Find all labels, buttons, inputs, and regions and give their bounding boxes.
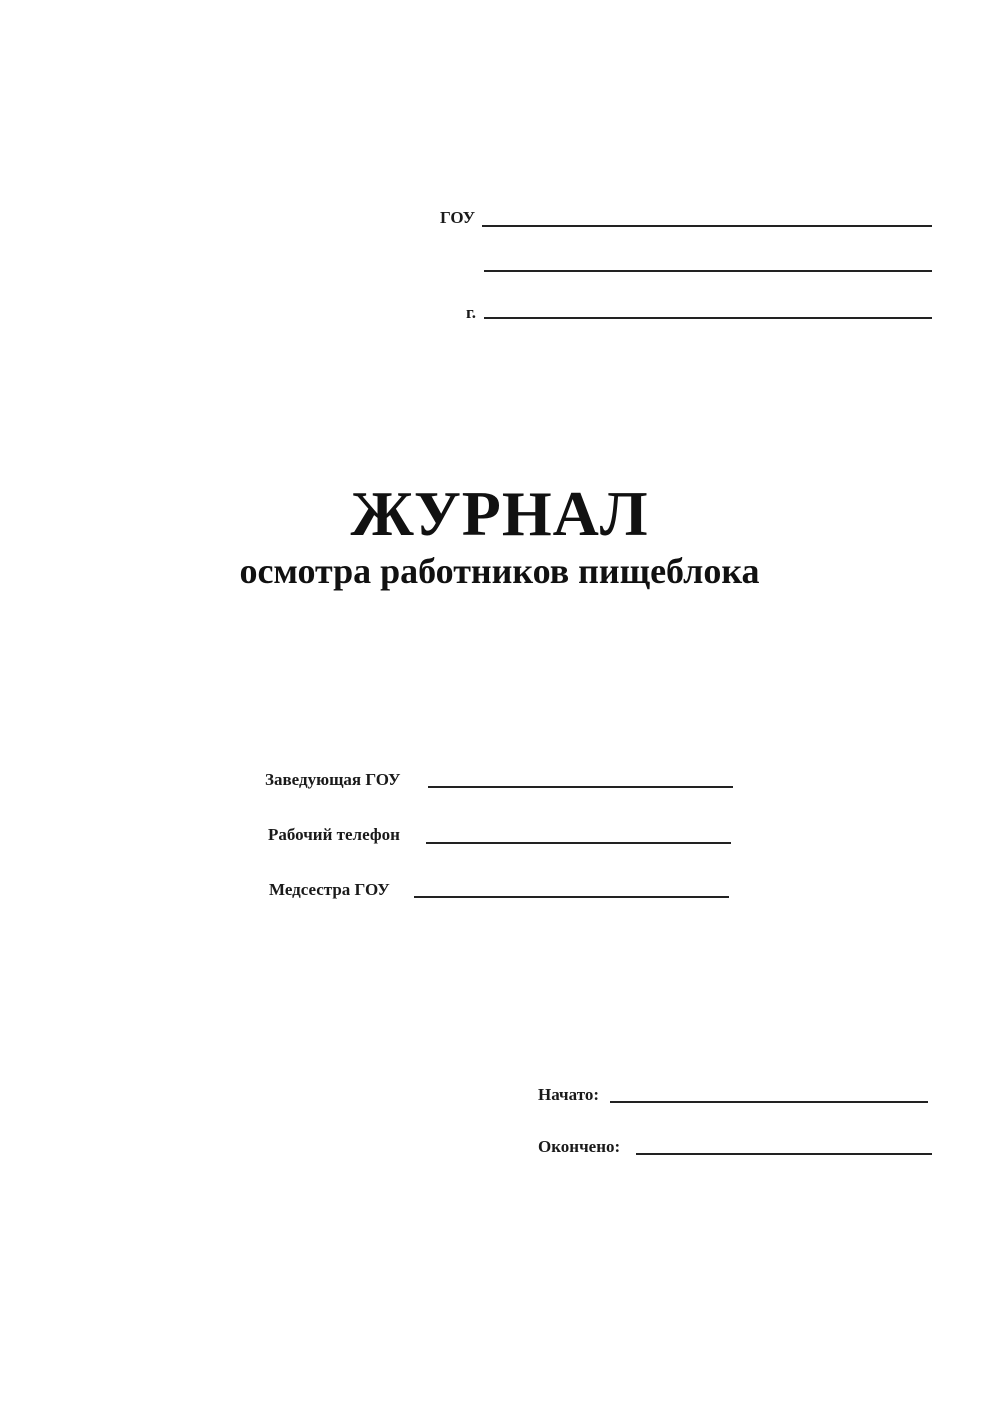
started-fill-line[interactable] — [610, 1101, 928, 1103]
org-fill-line[interactable] — [482, 225, 932, 227]
org-label: ГОУ — [440, 208, 476, 227]
nurse-label: Медсестра ГОУ — [269, 880, 390, 899]
journal-subtitle: осмотра работников пищеблока — [239, 551, 760, 591]
city-fill-line[interactable] — [484, 317, 932, 319]
phone-fill-line[interactable] — [426, 842, 731, 844]
phone-label: Рабочий телефон — [268, 825, 400, 844]
head-fill-line[interactable] — [428, 786, 733, 788]
org-fill-line-2[interactable] — [484, 270, 932, 272]
city-label: г. — [466, 303, 477, 322]
nurse-fill-line[interactable] — [414, 896, 729, 898]
finished-label: Окончено: — [538, 1137, 621, 1156]
head-label: Заведующая ГОУ — [265, 770, 401, 789]
started-label: Начато: — [538, 1085, 599, 1104]
journal-title: ЖУРНАЛ — [350, 478, 649, 549]
finished-fill-line[interactable] — [636, 1153, 932, 1155]
